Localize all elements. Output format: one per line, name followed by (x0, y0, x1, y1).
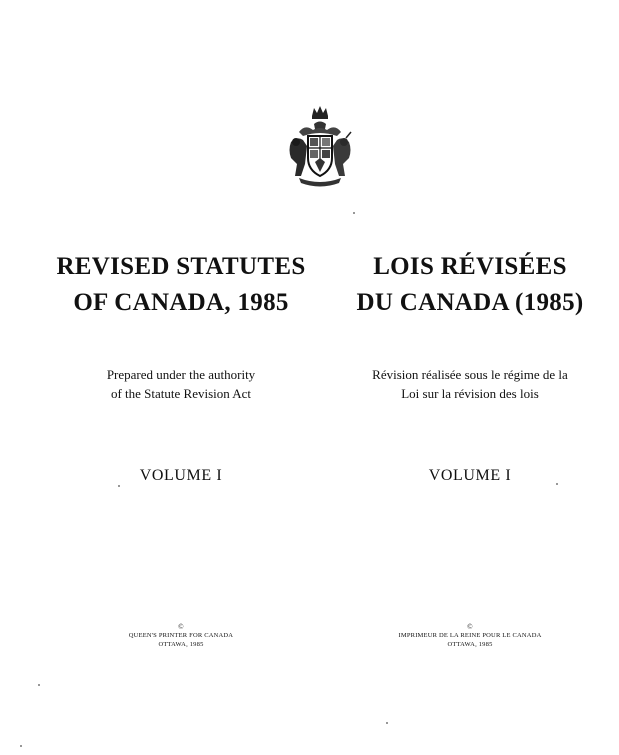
english-title-line2: OF CANADA, 1985 (73, 289, 289, 316)
french-subtitle-line1: Révision réalisée sous le régime de la (372, 367, 568, 382)
english-subtitle-line2: of the Statute Revision Act (110, 386, 252, 401)
scan-speck (20, 745, 22, 747)
english-place-date: OTTAWA, 1985 (158, 641, 204, 648)
scan-speck (353, 212, 355, 214)
scan-speck (386, 722, 388, 724)
english-title-line1: REVISED STATUTES (56, 253, 306, 280)
english-volume: VOLUME I (139, 467, 223, 484)
french-copyright-symbol: © (467, 623, 473, 631)
english-subtitle-line1: Prepared under the authority (106, 367, 256, 382)
scan-speck (556, 483, 558, 485)
english-publisher: QUEEN'S PRINTER FOR CANADA (128, 632, 234, 639)
french-volume: VOLUME I (428, 467, 512, 484)
french-column (320, 0, 619, 755)
english-column (28, 0, 334, 755)
scan-speck (38, 684, 40, 686)
scan-speck (118, 485, 120, 487)
french-subtitle-line2: Loi sur la révision des lois (401, 386, 539, 401)
french-title-line2: DU CANADA (1985) (356, 289, 584, 316)
french-title-line1: LOIS RÉVISÉES (373, 253, 567, 280)
english-copyright-symbol: © (178, 623, 184, 631)
french-publisher: IMPRIMEUR DE LA REINE POUR LE CANADA (398, 632, 542, 639)
french-place-date: OTTAWA, 1985 (447, 641, 493, 648)
